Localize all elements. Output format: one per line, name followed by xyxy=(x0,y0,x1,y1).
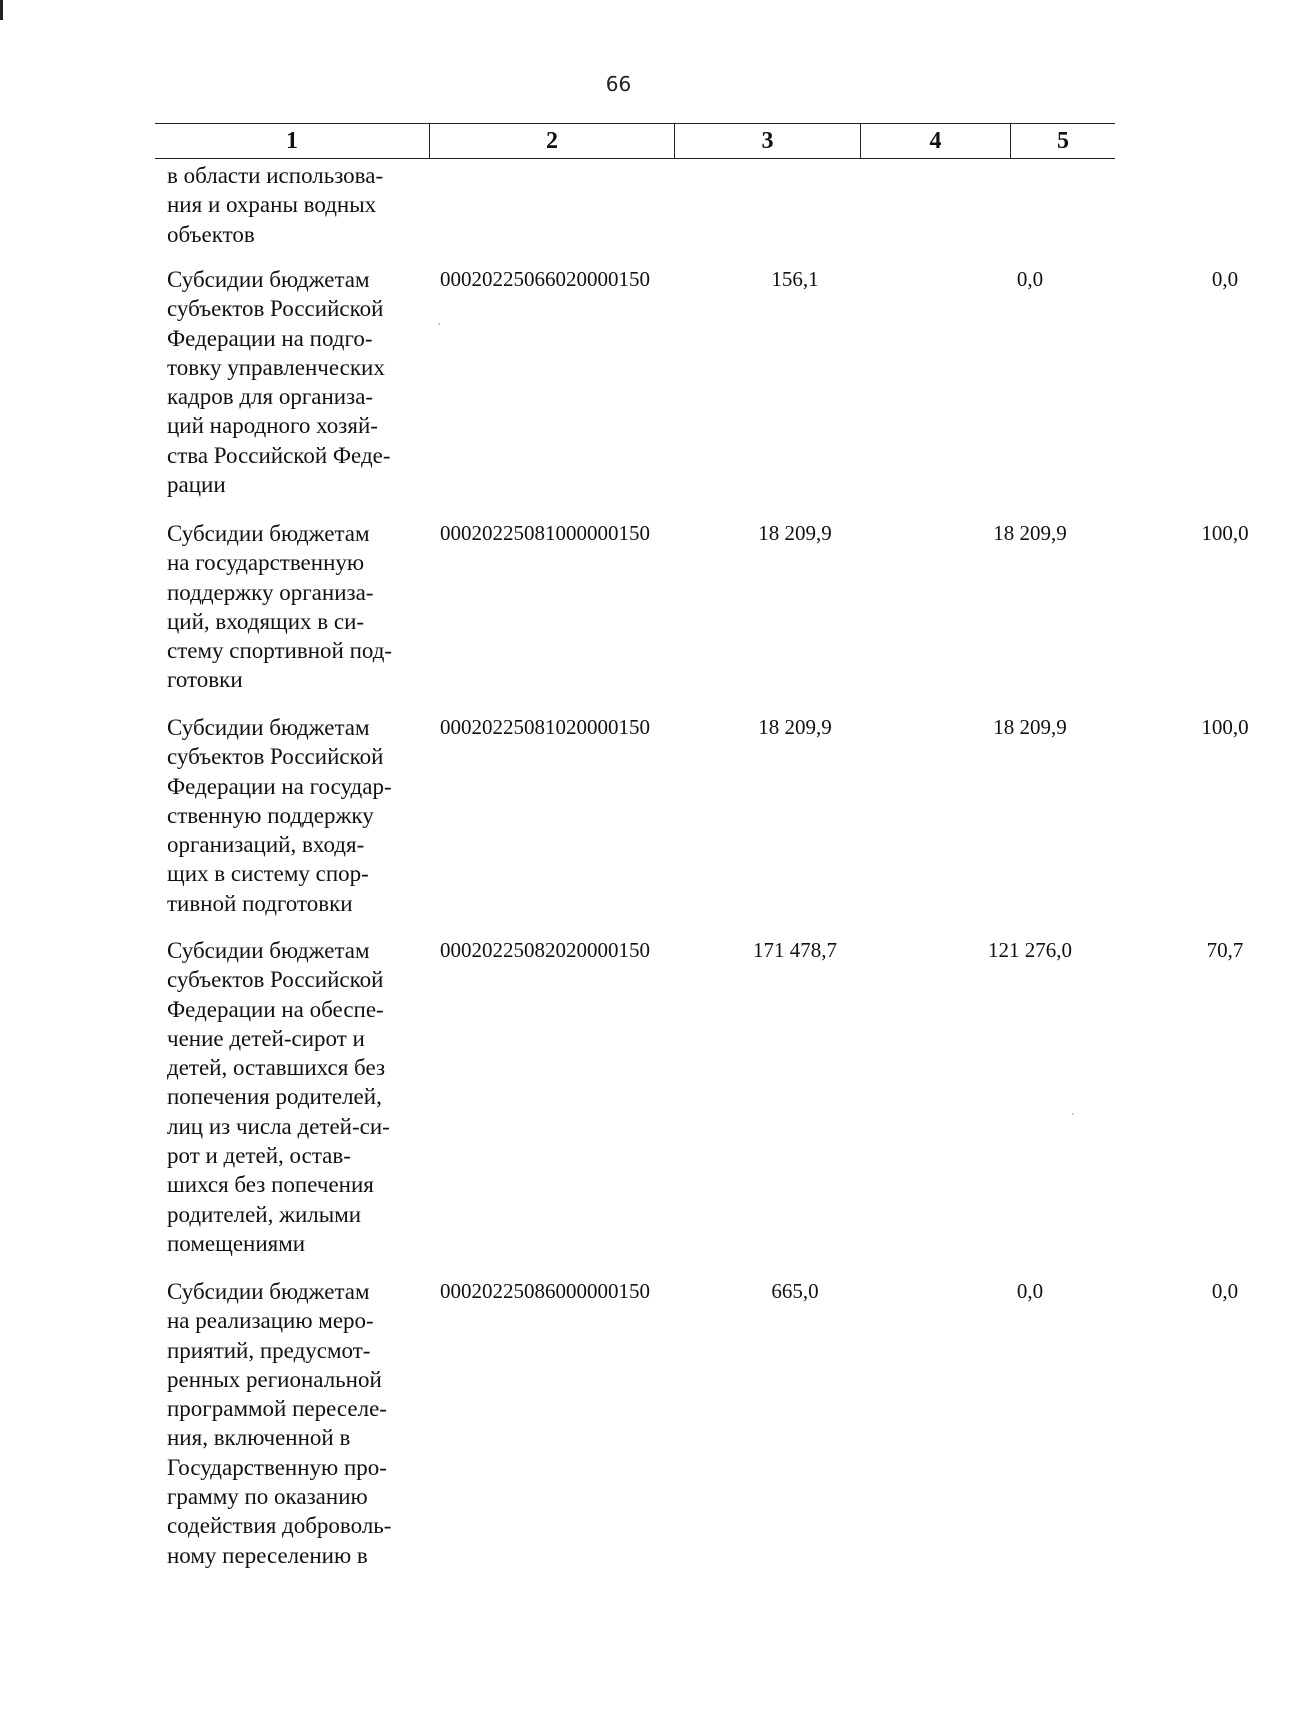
table-header-row xyxy=(155,123,1115,159)
value-col3: 156,1 xyxy=(771,267,819,291)
scan-speck xyxy=(438,323,440,325)
row-description xyxy=(167,265,419,499)
description-line: Государственную про- xyxy=(167,1454,387,1480)
description-line: субъектов Российской xyxy=(167,967,384,993)
description-line: поддержку организа- xyxy=(167,579,374,605)
scan-edge-mark xyxy=(0,0,3,20)
description-line: ций народного хозяй- xyxy=(167,413,378,439)
description-line: объектов xyxy=(167,221,255,247)
description-line: помещениями xyxy=(167,1230,306,1256)
description-line: организаций, входя- xyxy=(167,832,365,858)
value-col4: 0,0 xyxy=(1016,267,1044,291)
description-line: попечения родителей, xyxy=(167,1084,382,1110)
description-line: программой переселе- xyxy=(167,1396,387,1422)
description-line: ния и охраны водных xyxy=(167,192,377,218)
description-line: ному переселению в xyxy=(167,1542,368,1568)
value-col3: 18 209,9 xyxy=(758,715,832,739)
row-description xyxy=(167,713,419,918)
description-line: содействия доброволь- xyxy=(167,1513,392,1539)
budget-code: 00020225086000000150 xyxy=(440,1279,650,1303)
description-line: Федерации на подго- xyxy=(167,325,373,351)
description-line: Субсидии бюджетам xyxy=(167,267,370,292)
budget-code: 00020225066020000150 xyxy=(440,267,650,291)
description-line: приятий, предусмот- xyxy=(167,1337,371,1363)
description-line: рации xyxy=(167,472,226,498)
column-header-2: 2 xyxy=(429,124,674,158)
value-col5: 70,7 xyxy=(1206,938,1244,962)
description-line: стему спортивной под- xyxy=(167,638,393,664)
description-line: Федерации на обеспе- xyxy=(167,996,384,1022)
budget-code: 00020225081000000150 xyxy=(440,521,650,545)
description-line: Субсидии бюджетам xyxy=(167,715,370,740)
description-line: щих в систему спор- xyxy=(167,861,369,887)
description-line: на реализацию меро- xyxy=(167,1308,374,1334)
row-description xyxy=(167,936,419,1258)
description-line: субъектов Российской xyxy=(167,744,384,770)
description-line: в области использова- xyxy=(167,163,384,188)
value-col3: 18 209,9 xyxy=(758,521,832,545)
value-col4: 121 276,0 xyxy=(988,938,1072,962)
description-line: ства Российской Феде- xyxy=(167,442,391,468)
description-line: Субсидии бюджетам xyxy=(167,1279,370,1304)
description-line: Субсидии бюджетам xyxy=(167,938,370,963)
column-header-5: 5 xyxy=(1010,124,1115,158)
row-description xyxy=(167,161,419,249)
value-col5: 100,0 xyxy=(1201,521,1249,545)
description-line: шихся без попечения xyxy=(167,1172,374,1198)
description-line: родителей, жилыми xyxy=(167,1201,362,1227)
description-line: тивной подготовки xyxy=(167,890,353,916)
page-number: 66 xyxy=(605,72,632,96)
column-header-1: 1 xyxy=(286,128,298,154)
description-line: субъектов Российской xyxy=(167,296,384,322)
description-line: ций, входящих в си- xyxy=(167,608,365,634)
description-line: лиц из числа детей-си- xyxy=(167,1113,390,1139)
value-col4: 18 209,9 xyxy=(993,521,1067,545)
row-description xyxy=(167,1277,419,1570)
description-line: товку управленческих xyxy=(167,354,385,380)
description-line: ренных региональной xyxy=(167,1366,382,1392)
description-line: кадров для организа- xyxy=(167,384,374,410)
value-col3: 171 478,7 xyxy=(753,938,837,962)
value-col4: 18 209,9 xyxy=(993,715,1067,739)
row-description xyxy=(167,519,419,695)
description-line: чение детей-сирот и xyxy=(167,1025,365,1051)
budget-code: 00020225082020000150 xyxy=(440,938,650,962)
value-col5: 0,0 xyxy=(1211,1279,1239,1303)
value-col5: 100,0 xyxy=(1201,715,1249,739)
value-col4: 0,0 xyxy=(1016,1279,1044,1303)
scan-speck xyxy=(1072,1113,1074,1115)
description-line: готовки xyxy=(167,667,243,693)
description-line: детей, оставшихся без xyxy=(167,1055,386,1081)
value-col5: 0,0 xyxy=(1211,267,1239,291)
description-line: на государственную xyxy=(167,550,365,576)
column-header-4: 4 xyxy=(860,124,1010,158)
description-line: ственную поддержку xyxy=(167,802,374,828)
budget-code: 00020225081020000150 xyxy=(440,715,650,739)
description-line: Субсидии бюджетам xyxy=(167,521,370,546)
column-header-3: 3 xyxy=(674,124,860,158)
description-line: ния, включенной в xyxy=(167,1425,351,1451)
value-col3: 665,0 xyxy=(771,1279,819,1303)
description-line: рот и детей, остав- xyxy=(167,1143,351,1169)
description-line: грамму по оказанию xyxy=(167,1484,368,1510)
description-line: Федерации на государ- xyxy=(167,773,392,799)
